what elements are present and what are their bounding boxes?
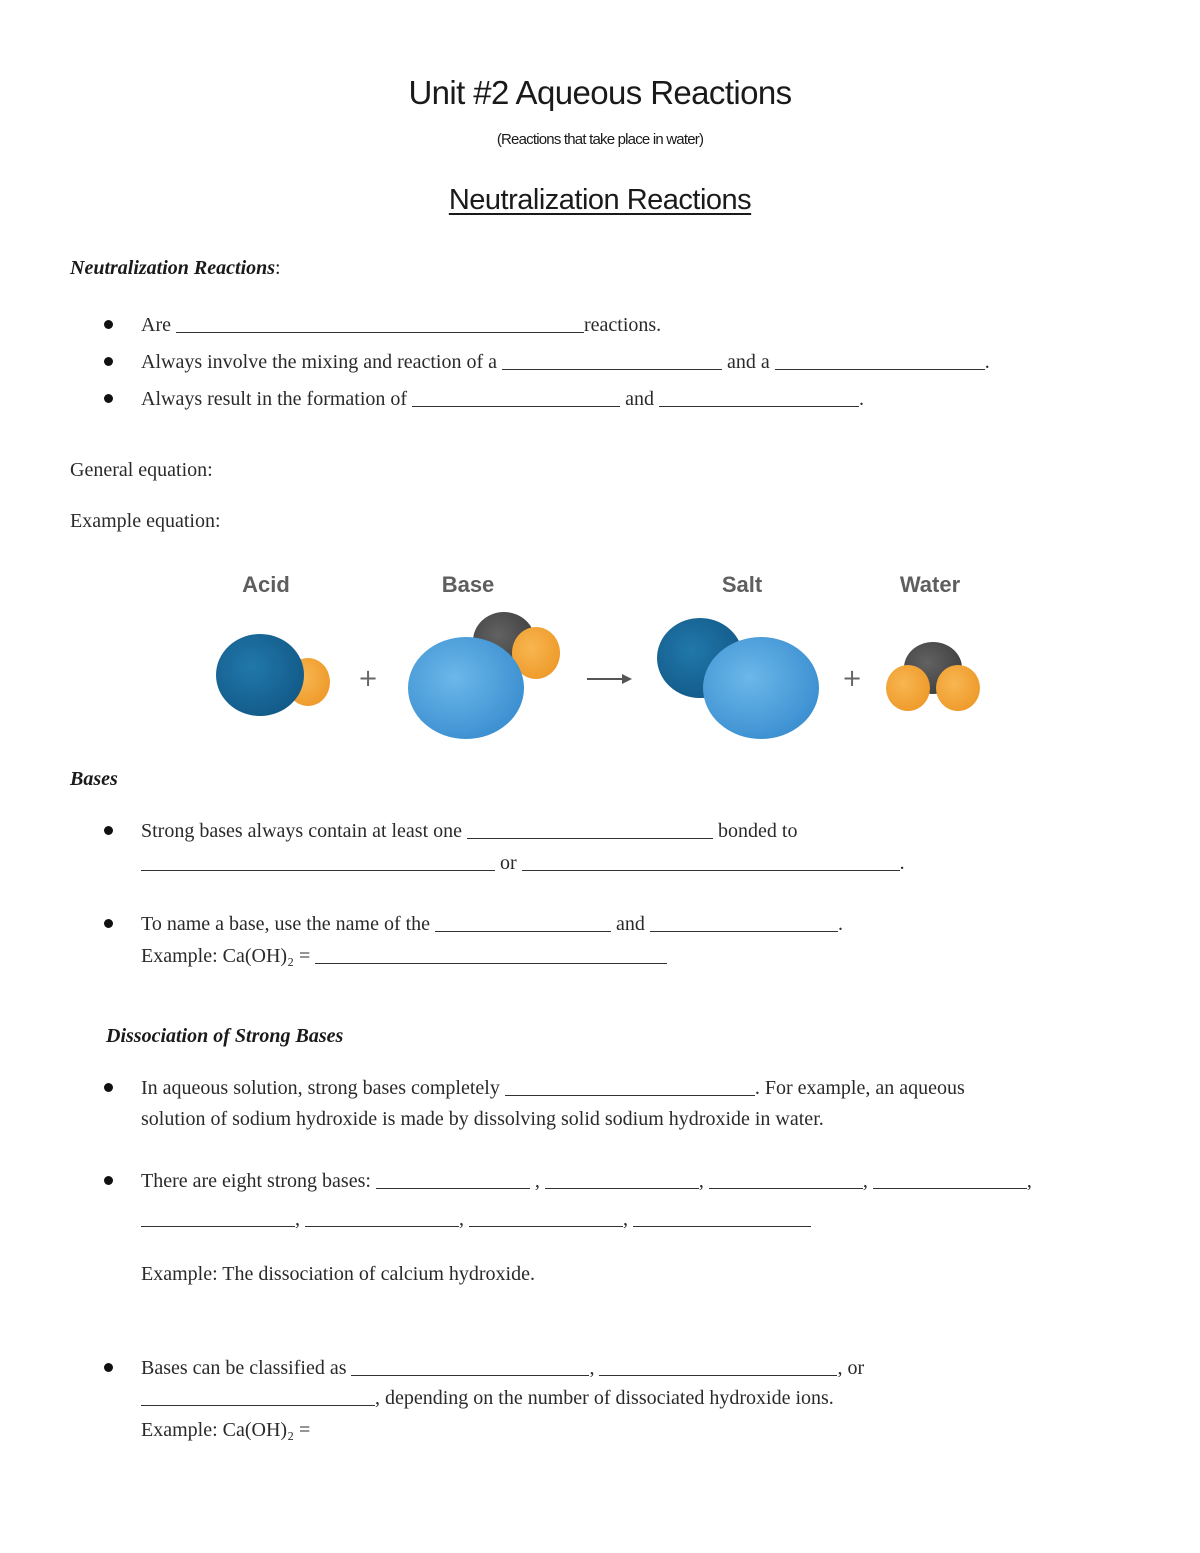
neutralization-label-text: Neutralization Reactions	[70, 257, 276, 279]
blank-14[interactable]	[545, 1170, 699, 1189]
diagram-label-water: Water	[899, 572, 961, 597]
text: Bases can be classified as	[141, 1357, 352, 1379]
blank-7[interactable]	[141, 852, 495, 871]
dissociation-bullet-3-example: Example: Ca(OH)₂ =	[141, 1419, 311, 1441]
text: Are	[141, 314, 176, 336]
text: Always involve the mixing and reaction of a	[141, 351, 503, 373]
page-title: Unit #2 Aqueous Reactions	[408, 74, 792, 111]
neutralization-bullet-2	[141, 350, 990, 374]
example-equation-label: Example equation:	[70, 510, 221, 532]
water-atom-left	[886, 665, 930, 711]
blank-6[interactable]	[467, 820, 713, 839]
diagram-label-acid: Acid	[242, 572, 290, 597]
text: Example: Ca(OH)₂ =	[141, 945, 316, 967]
neutralization-label	[70, 257, 281, 280]
dissociation-example: Example: The dissociation of calcium hydroxide.	[141, 1263, 535, 1285]
bullet-icon	[104, 1176, 113, 1185]
text: bonded to	[713, 820, 798, 842]
bullet-icon	[104, 320, 113, 329]
dissociation-bullet-3-line-1	[141, 1356, 864, 1380]
text: and	[620, 388, 659, 410]
text: To name a base, use the name of the	[141, 913, 436, 935]
salt-molecule	[657, 618, 819, 739]
section-heading	[0, 184, 1200, 217]
text: and a	[722, 351, 775, 373]
text: There are eight strong bases:	[141, 1170, 376, 1192]
blank-10[interactable]	[650, 913, 838, 932]
text: , depending on the number of dissociated hydroxide ions.	[375, 1387, 834, 1409]
arrow-icon	[587, 674, 632, 684]
plus-icon: +	[841, 664, 863, 692]
dissociation-bullet-1-line-1	[141, 1076, 965, 1100]
neutralization-diagram	[0, 560, 1200, 760]
bullet-icon	[104, 357, 113, 366]
blank-4[interactable]	[412, 388, 620, 407]
page-subtitle: (Reactions that take place in water)	[496, 131, 704, 148]
dissociation-bullet-2-line-1	[141, 1169, 1032, 1193]
bases-bullet-1-line-2	[141, 851, 905, 875]
plus-icon: +	[357, 664, 379, 692]
dissociation-bullet-3-line-2	[141, 1386, 834, 1410]
dissociation-bullet-2-line-2	[141, 1207, 811, 1231]
text: Strong bases always contain at least one	[141, 820, 468, 842]
section-heading-text: Neutralization Reactions	[448, 184, 752, 216]
bullet-icon	[104, 1363, 113, 1372]
salt-atom-light	[703, 637, 819, 739]
comma: ,	[459, 1208, 464, 1230]
diagram-label-salt: Salt	[721, 572, 763, 597]
bullet-icon	[104, 919, 113, 928]
blank-22[interactable]	[599, 1357, 837, 1376]
blank-16[interactable]	[873, 1170, 1027, 1189]
text: reactions.	[583, 314, 662, 336]
comma: ,	[623, 1208, 628, 1230]
bullet-icon	[104, 394, 113, 403]
neutralization-bullet-1	[141, 313, 661, 337]
text: .	[899, 852, 905, 874]
bases-bullet-2-line-1	[141, 912, 843, 936]
text: Always result in the formation of	[141, 388, 413, 410]
blank-20[interactable]	[633, 1208, 811, 1227]
text: .	[837, 913, 843, 935]
blank-13[interactable]	[376, 1170, 530, 1189]
blank-5[interactable]	[659, 388, 859, 407]
comma: ,	[589, 1357, 595, 1379]
text: and	[611, 913, 650, 935]
blank-21[interactable]	[351, 1357, 589, 1376]
bullet-icon	[104, 826, 113, 835]
water-atom-right	[936, 665, 980, 711]
bases-bullet-1-line-1	[141, 819, 797, 843]
blank-23[interactable]	[141, 1387, 375, 1406]
blank-17[interactable]	[141, 1208, 295, 1227]
water-molecule	[886, 642, 980, 711]
bases-label: Bases	[70, 768, 118, 790]
text: . For example, an aqueous	[754, 1077, 965, 1099]
comma: ,	[1026, 1170, 1032, 1192]
blank-18[interactable]	[305, 1208, 459, 1227]
blank-15[interactable]	[709, 1170, 863, 1189]
acid-molecule	[216, 634, 330, 716]
dissociation-bullet-1-line-2: solution of sodium hydroxide is made by dissolving solid sodium hydroxide in water.	[141, 1108, 824, 1130]
comma: ,	[295, 1208, 300, 1230]
comma: ,	[534, 1170, 540, 1192]
neutralization-label-colon: :	[275, 257, 281, 279]
blank-2[interactable]	[502, 351, 722, 370]
comma: ,	[698, 1170, 704, 1192]
bases-bullet-2-example	[141, 944, 667, 968]
acid-atom-large	[216, 634, 304, 716]
blank-11[interactable]	[315, 945, 667, 964]
text: or	[495, 852, 522, 874]
general-equation-label: General equation:	[70, 459, 213, 481]
comma: ,	[862, 1170, 868, 1192]
base-atom-large	[408, 637, 524, 739]
blank-19[interactable]	[469, 1208, 623, 1227]
text: In aqueous solution, strong bases completely	[141, 1077, 505, 1099]
neutralization-bullet-3	[141, 387, 864, 411]
blank-1[interactable]	[176, 314, 584, 333]
bullet-icon	[104, 1083, 113, 1092]
blank-9[interactable]	[435, 913, 611, 932]
blank-3[interactable]	[775, 351, 985, 370]
text: .	[858, 388, 864, 410]
blank-8[interactable]	[522, 852, 900, 871]
base-molecule	[408, 612, 560, 739]
blank-12[interactable]	[505, 1077, 755, 1096]
text: .	[984, 351, 990, 373]
diagram-label-base: Base	[441, 572, 495, 597]
text: , or	[837, 1357, 865, 1379]
dissociation-label: Dissociation of Strong Bases	[106, 1025, 344, 1047]
